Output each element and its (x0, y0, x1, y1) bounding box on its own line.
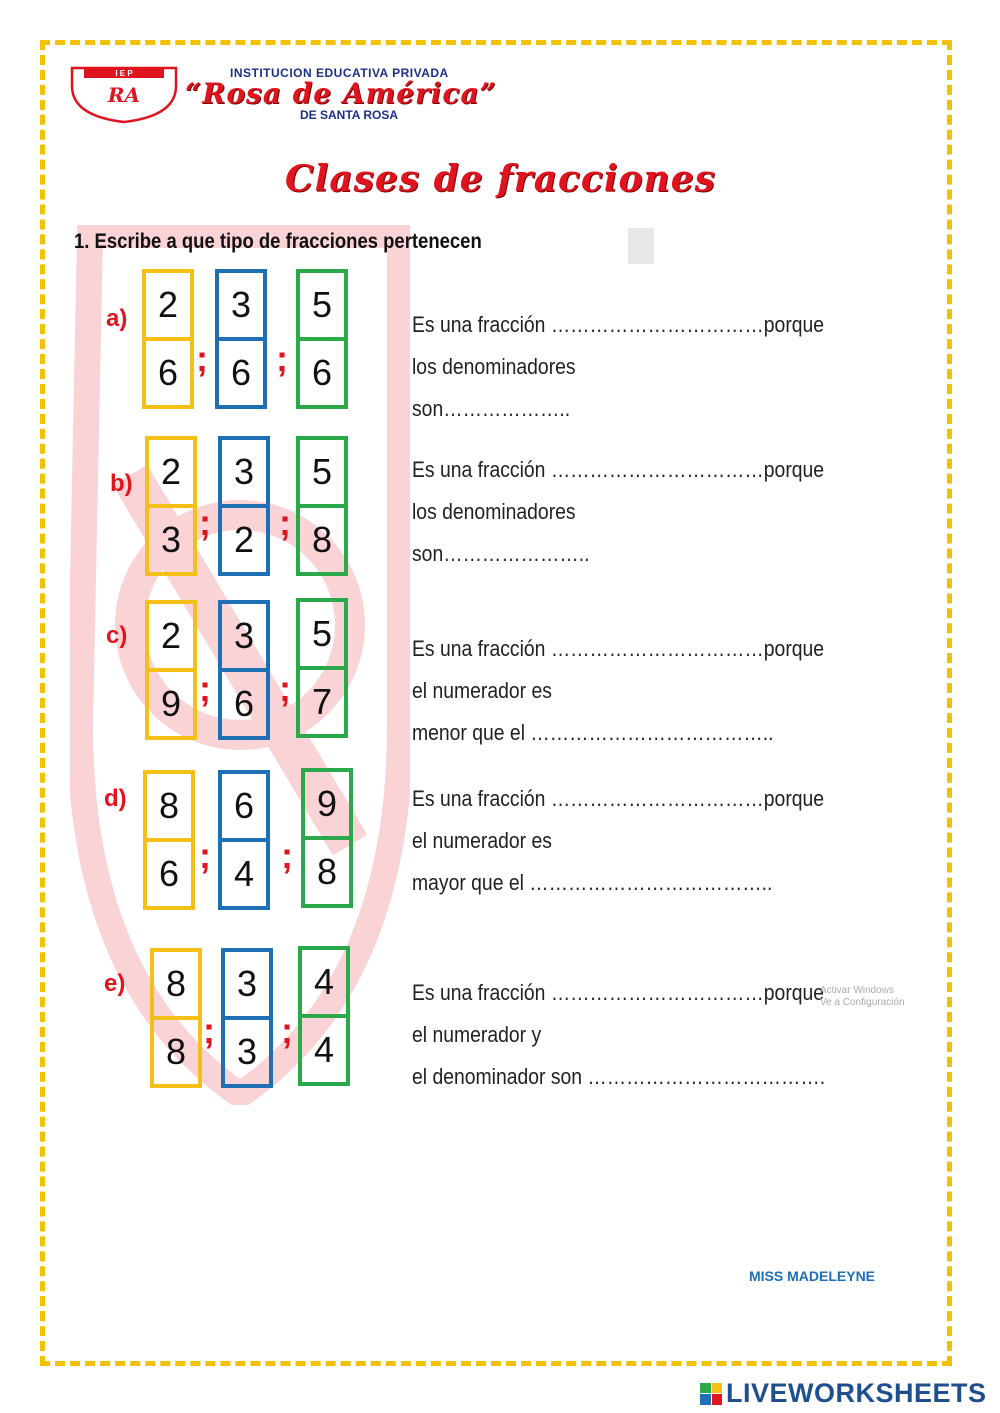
separator: ; (281, 1010, 293, 1051)
fraction-blue (215, 269, 267, 409)
fraction-blue (218, 600, 270, 740)
brand-name: LIVEWORKSHEETS (726, 1378, 987, 1408)
instruction-number: 1. (74, 230, 90, 253)
liveworksheets-logo-icon (700, 1383, 722, 1405)
sentence-line-2: menor que el ……………………………….. (412, 720, 774, 745)
page-title: Clases de fracciones (285, 158, 716, 200)
fraction-yellow (145, 600, 197, 740)
denominator: 6 (296, 339, 348, 409)
denominator: 2 (218, 506, 270, 576)
sentence-line-1: Es una fracción ……………………………porque los denominadores (412, 457, 825, 524)
sentence-line-1: Es una fracción ……………………………porque los denominadores (412, 312, 825, 379)
numerator: 3 (218, 436, 270, 506)
numerator: 4 (298, 946, 350, 1016)
denominator: 6 (142, 339, 194, 409)
sentence-line-1: Es una fracción ……………………………porque el numerador y (412, 980, 825, 1047)
fraction-yellow (150, 948, 202, 1088)
logo-badge-text: I E P (115, 69, 133, 78)
fraction-green (296, 436, 348, 576)
denominator: 8 (301, 838, 353, 908)
instruction (74, 230, 482, 254)
sentence-line-1: Es una fracción ……………………………porque el numerador es (412, 636, 825, 703)
exercise-letter: d) (104, 785, 127, 812)
denominator: 4 (218, 840, 270, 910)
denominator: 7 (296, 668, 348, 738)
fraction-green (296, 269, 348, 409)
numerator: 3 (215, 269, 267, 339)
denominator: 4 (298, 1016, 350, 1086)
denominator: 6 (143, 840, 195, 910)
numerator: 3 (218, 600, 270, 670)
sentence-line-1: Es una fracción ……………………………porque el numerador es (412, 786, 825, 853)
denominator: 3 (221, 1018, 273, 1088)
school-logo (70, 66, 178, 124)
denominator: 6 (215, 339, 267, 409)
teacher-signature: MISS MADELEYNE (749, 1268, 876, 1284)
numerator: 6 (218, 770, 270, 840)
exercise-letter: c) (106, 622, 128, 649)
exercise-sentence (412, 304, 843, 430)
separator: ; (281, 835, 293, 876)
brand-footer[interactable] (700, 1378, 987, 1409)
separator: ; (203, 1010, 215, 1051)
separator: ; (199, 502, 211, 543)
numerator: 5 (296, 598, 348, 668)
location-line: DE SANTA ROSA (300, 108, 399, 122)
separator: ; (196, 338, 208, 379)
fraction-blue (218, 436, 270, 576)
separator: ; (199, 835, 211, 876)
denominator: 8 (150, 1018, 202, 1088)
numerator: 3 (221, 948, 273, 1018)
numerator: 8 (143, 770, 195, 840)
numerator: 2 (145, 436, 197, 506)
fraction-yellow (145, 436, 197, 576)
numerator: 5 (296, 269, 348, 339)
exercise-sentence (412, 972, 843, 1098)
numerator: 9 (301, 768, 353, 838)
denominator: 3 (145, 506, 197, 576)
denominator: 8 (296, 506, 348, 576)
fraction-blue (221, 948, 273, 1088)
sentence-line-2: son……………….. (412, 396, 571, 421)
separator: ; (199, 668, 211, 709)
denominator: 9 (145, 670, 197, 740)
exercise-sentence (412, 628, 843, 754)
exercise-sentence (412, 778, 843, 904)
denominator: 6 (218, 670, 270, 740)
separator: ; (276, 338, 288, 379)
fraction-blue (218, 770, 270, 910)
exercise-letter: b) (110, 470, 133, 497)
fraction-green (296, 598, 348, 738)
fraction-green (298, 946, 350, 1086)
grey-placeholder (628, 228, 654, 264)
instruction-text: Escribe a que tipo de fracciones pertenecen (94, 230, 482, 253)
separator: ; (279, 668, 291, 709)
school-name: “Rosa de América” (185, 77, 497, 110)
separator: ; (279, 502, 291, 543)
sentence-line-2: son………………….. (412, 541, 590, 566)
numerator: 2 (145, 600, 197, 670)
fraction-yellow (142, 269, 194, 409)
fraction-green (301, 768, 353, 908)
fraction-yellow (143, 770, 195, 910)
institution-line: INSTITUCION EDUCATIVA PRIVADA (230, 66, 449, 80)
sentence-line-2: mayor que el ……………………………….. (412, 870, 773, 895)
activation-overlay: Activar Windows Ve a Configuración (820, 985, 905, 1008)
exercise-sentence (412, 449, 843, 575)
exercise-letter: e) (104, 970, 126, 997)
numerator: 2 (142, 269, 194, 339)
sentence-line-2: el denominador son ………………………………. (412, 1064, 826, 1089)
numerator: 8 (150, 948, 202, 1018)
numerator: 5 (296, 436, 348, 506)
logo-initials: RA (107, 83, 141, 107)
exercise-letter: a) (106, 305, 128, 332)
